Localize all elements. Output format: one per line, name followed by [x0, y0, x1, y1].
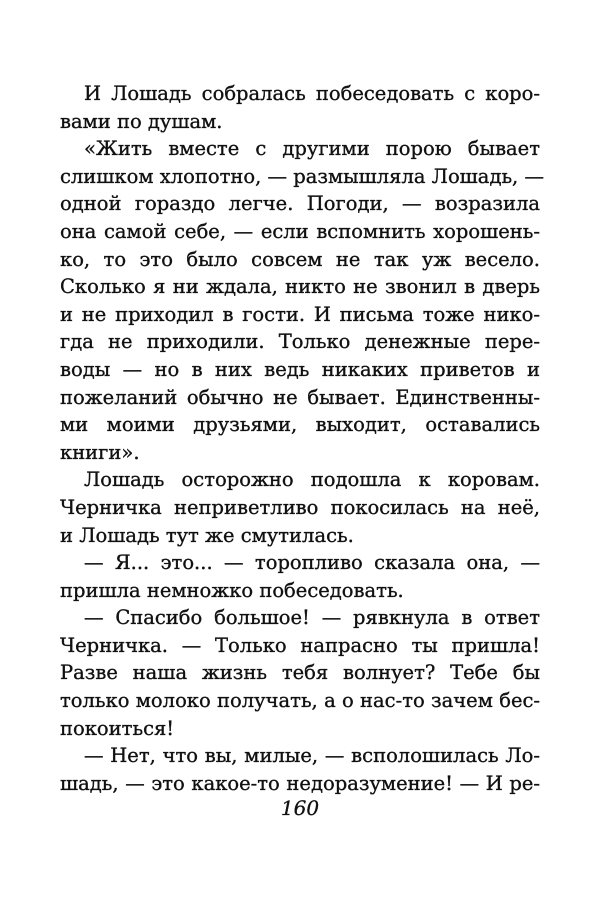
- text-line: Разве наша жизнь тебя волнует? Тебе бы: [60, 661, 540, 685]
- text-line: Черничка. — Только напрасно ты пришла!: [60, 633, 540, 657]
- text-line: Лошадь осторожно подошла к коровам.: [84, 468, 540, 492]
- text-line: пожеланий обычно не бывает. Единственны-: [60, 385, 540, 409]
- text-line: вами по душам.: [60, 109, 223, 133]
- text-line: воды — но в них ведь никаких приветов и: [60, 357, 540, 381]
- page-number: 160: [280, 796, 320, 820]
- paragraph-6: [60, 742, 540, 797]
- text-line: ми моими друзьями, выходит, оставались: [60, 413, 540, 437]
- body-text: [60, 80, 544, 797]
- text-line: и не приходил в гости. И письма тоже нико-: [60, 302, 540, 326]
- text-line: — Спасибо большое! — рявкнула в ответ: [84, 606, 540, 630]
- text-line: одной гораздо легче. Погоди, — возразила: [60, 192, 540, 216]
- text-line: покоиться!: [60, 716, 175, 740]
- text-line: слишком хлопотно, — размышляла Лошадь, —: [60, 164, 544, 188]
- text-line: гда не приходили. Только денежные пере-: [60, 330, 540, 354]
- text-line: Сколько я ни ждала, никто не звонил в дверь: [60, 275, 540, 299]
- text-line: Черничка неприветливо покосилась на неё,: [60, 495, 540, 519]
- text-line: и Лошадь тут же смутилась.: [60, 523, 354, 547]
- text-line: — Я... это... — торопливо сказала она, —: [84, 551, 540, 575]
- text-line: книги».: [60, 440, 140, 464]
- text-line: ко, то это было совсем не так уж весело.: [60, 247, 540, 271]
- paragraph-3: [60, 466, 540, 549]
- paragraph-1: [60, 80, 540, 135]
- text-line: она самой себе, — если вспомнить хорошень-: [60, 219, 540, 243]
- paragraph-2: [60, 135, 544, 466]
- text-line: шадь, — это какое-то недоразумение! — И ре-: [60, 771, 540, 795]
- paragraph-4: [60, 549, 540, 604]
- text-line: «Жить вместе с другими порою бывает: [84, 137, 540, 161]
- text-line: — Нет, что вы, милые, — всполошилась Ло-: [84, 744, 540, 768]
- text-line: И Лошадь собралась побеседовать с коро-: [84, 82, 540, 105]
- text-line: пришла немножко побеседовать.: [60, 578, 404, 602]
- text-line: только молоко получать, а о нас-то зачем бес-: [60, 689, 540, 713]
- paragraph-5: [60, 604, 540, 742]
